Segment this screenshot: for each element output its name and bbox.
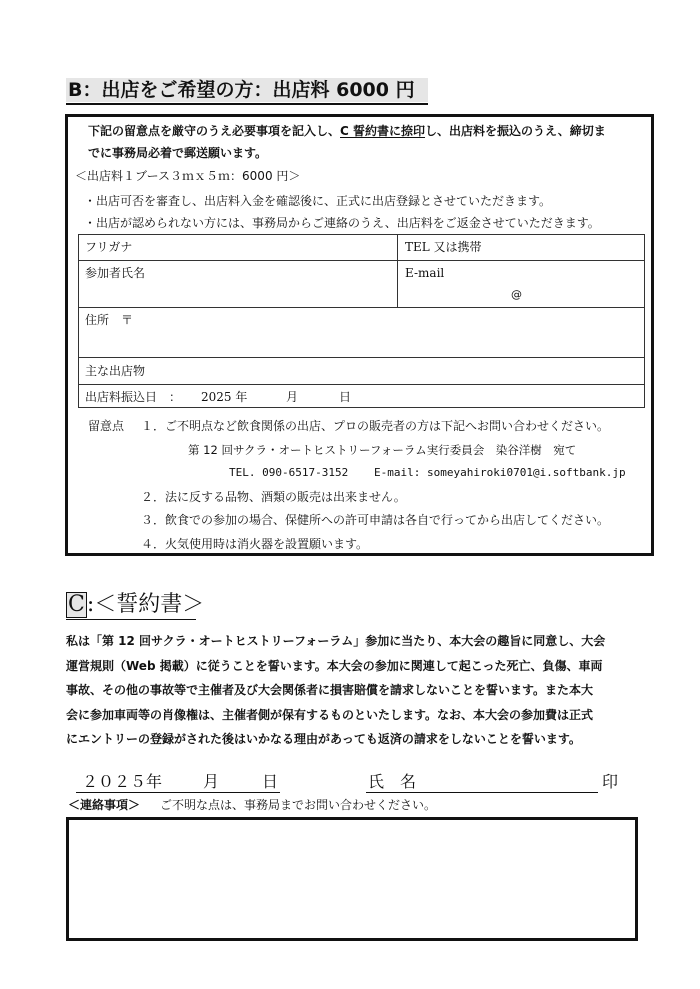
row-divider [79,260,644,261]
contact-notes-hint: ご不明な点は、事務局までお問い合わせください。 [160,798,437,812]
address-field[interactable] [139,311,639,353]
section-c-title-text: :＜誓約書＞ [86,592,205,617]
pledge-line: 運営規則（Web 掲載）に従うことを誓います。本大会の参加に関連して起こった死亡、負傷、車両 [66,658,603,673]
email-field[interactable] [405,283,640,303]
participant-name-label: 参加者氏名 [85,266,146,280]
row-divider [79,307,644,308]
row-divider [79,357,644,358]
email-at-sign: @ [511,288,522,301]
payment-date-label: 出店料振込日 ： [85,390,182,404]
tel-field[interactable] [479,238,639,256]
furigana-field[interactable] [139,238,389,256]
main-product-label: 主な出店物 [85,364,146,378]
bullet-1: ・出店可否を審査し、出店料入金を確認後に、正式に出店登録とさせていただきます。 [84,194,552,208]
section-b-title-underline [66,103,428,105]
tel-label: TEL 又は携帯 [405,240,482,254]
note-4: ４．火気使用時は消火器を設置願います。 [141,537,369,551]
email-label: E-mail [405,266,445,280]
section-c-title-underline [66,619,196,620]
signature-name-field[interactable] [430,774,595,792]
main-product-field[interactable] [159,361,639,381]
participant-name-field[interactable] [85,281,390,303]
contact-tel: TEL. 090-6517-3152 [229,466,349,479]
contact-organization: 第 12 回サクラ・オートヒストリーフォーラム実行委員会 染谷洋樹 宛て [188,443,577,457]
name-underline [366,792,598,793]
pledge-line: にエントリーの登録がされた後はいかなる理由があっても返済の請求をしないことを誓います。 [66,732,581,746]
note-2: ２．法に反する品物、酒類の販売は出来ません。 [141,490,406,504]
payment-month: 月 [286,390,299,404]
notes-label: 留意点 [88,419,125,433]
sign-month: 月 [203,772,220,791]
pledge-line: 私は「第 12 回サクラ・オートヒストリーフォーラム」参加に当たり、本大会の趣旨に同意し、大会 [66,634,606,648]
section-b-title: B：出店をご希望の方：出店料 6000 円 [66,78,428,102]
bullet-2: ・出店が認められない方には、事務局からご連絡のうえ、出店料をご返金させていただきます。 [84,216,600,230]
note-3: ３．飲食での参加の場合、保健所への許可申請は各自で行ってから出店してください。 [141,513,610,527]
section-c-title [66,591,204,619]
payment-year: 2025 年 [201,390,248,404]
contact-notes-label: ＜連絡事項＞ [68,798,141,812]
sign-name-label: 氏 名 [368,772,417,791]
contact-notes-box[interactable] [66,817,638,941]
column-divider [397,235,398,307]
payment-day: 日 [339,390,352,404]
pledge-line: 事故、その他の事故等で主催者及び大会関係者に損害賠償を請求しないことを誓います。また本大 [66,683,594,697]
date-underline [76,792,280,793]
intro-text-a: 下記の留意点を厳守のうえ必要事項を記入し、 [88,124,341,138]
furigana-label: フリガナ [85,240,133,254]
seal-mark: 印 [602,772,619,791]
contact-email: E-mail: someyahiroki0701@i.softbank.jp [374,466,626,479]
intro-text-pledge-seal: C 誓約書に捺印 [340,124,426,138]
sign-year: ２０２５年 [82,772,163,791]
booth-fee: ＜出店料１ブース３ｍｘ５ｍ：6000 円＞ [75,169,301,183]
pledge-text [66,629,646,752]
note-1: １．ご不明点など飲食関係の出店、プロの販売者の方は下記へお問い合わせください。 [141,419,610,433]
pledge-line: 会に参加車両等の肖像権は、主催者側が保有するものといたします。なお、本大会の参加費は正式 [66,707,594,722]
entry-form-table [78,234,645,408]
section-c-letter: C [68,592,85,617]
address-label: 住所 〒 [85,313,134,327]
row-divider [79,384,644,385]
sign-day: 日 [262,772,279,791]
intro-text-c: し、出店料を振込のうえ、締切ま [425,124,606,138]
intro-line-1 [88,123,606,139]
intro-line-2: でに事務局必着で郵送願います。 [88,146,268,160]
